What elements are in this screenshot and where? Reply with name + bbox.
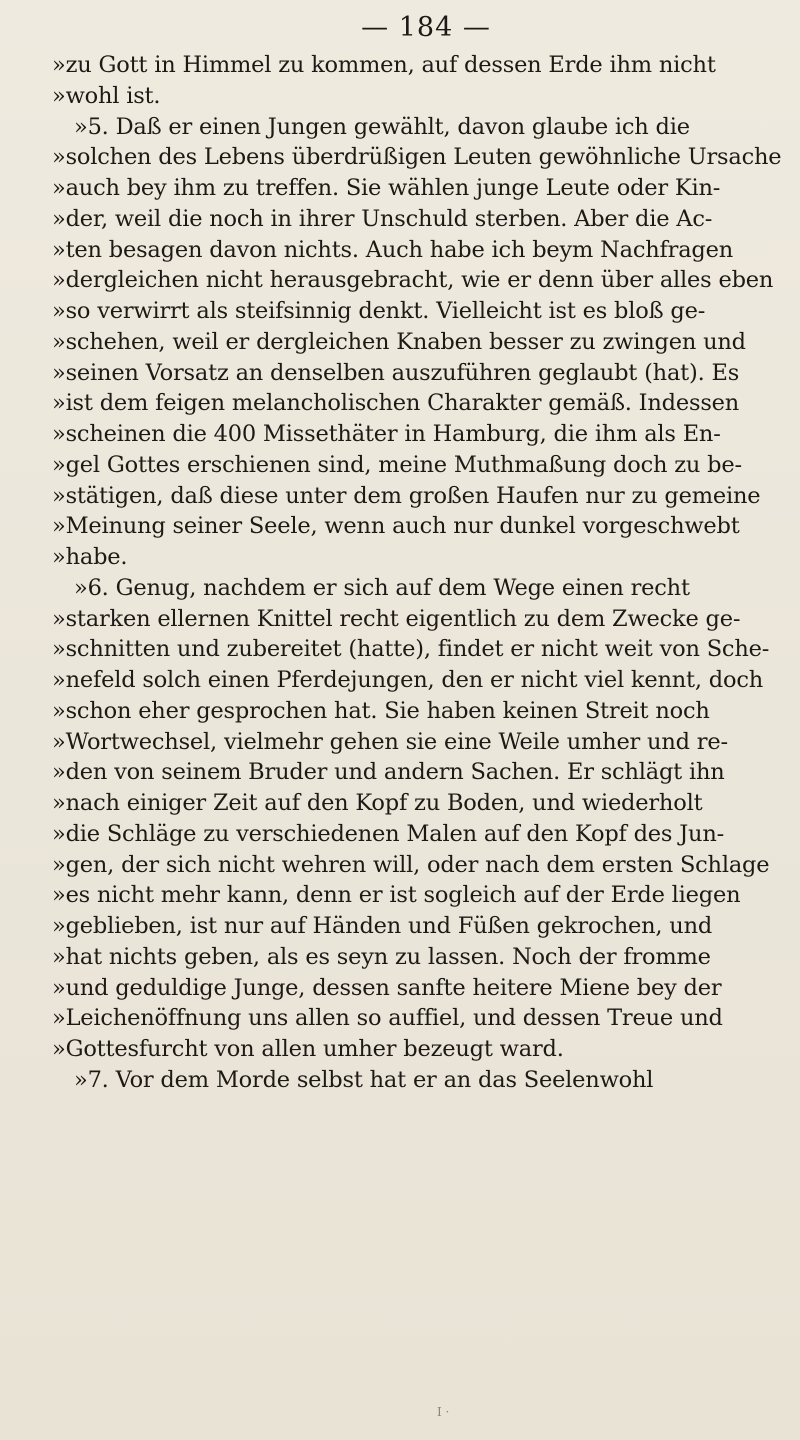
text-line: »scheinen die 400 Missethäter in Hamburg, die ihm als En- <box>52 421 721 447</box>
text-line: »habe. <box>52 544 128 570</box>
text-line: »nefeld solch einen Pferdejungen, den er nicht viel kennt, doch <box>52 667 764 693</box>
text-line: »6. Genug, nachdem er sich auf dem Wege einen recht <box>74 574 690 601</box>
text-line: »schehen, weil er dergleichen Knaben besser zu zwingen und <box>52 328 746 355</box>
text-line: »geblieben, ist nur auf Händen und Füßen gekrochen, und <box>52 913 713 939</box>
text-line: »ist dem feigen melancholischen Charakter gemäß. Indessen <box>52 390 740 417</box>
text-line: »Leichenöffnung uns allen so auffiel, und dessen Treue und <box>52 1005 723 1032</box>
page-number-header: — 184 — <box>361 12 491 43</box>
text-line: »es nicht mehr kann, denn er ist sogleich auf der Erde liegen <box>52 882 741 909</box>
text-line: »Meinung seiner Seele, wenn auch nur dunkel vorgeschwebt <box>52 513 740 540</box>
text-line: »5. Daß er einen Jungen gewählt, davon glaube ich die <box>74 113 690 140</box>
text-line: »Wortwechsel, vielmehr gehen sie eine Weile umher und re- <box>52 728 728 755</box>
text-line: »der, weil die noch in ihrer Unschuld sterben. Aber die Ac- <box>52 205 713 232</box>
text-line: »gen, der sich nicht wehren will, oder nach dem ersten Schlage <box>52 851 770 878</box>
text-line: »so verwirrt als steifsinnig denkt. Vielleicht ist es bloß ge- <box>52 298 706 324</box>
text-line: »solchen des Lebens überdrüßigen Leuten gewöhnliche Ursache <box>52 144 782 171</box>
text-line: »schon eher gesprochen hat. Sie haben keinen Streit noch <box>52 697 710 724</box>
text-line: »schnitten und zubereitet (hatte), findet er nicht weit von Sche- <box>52 636 770 663</box>
page-text <box>52 50 782 1096</box>
text-line: »ten besagen davon nichts. Auch habe ich beym Nachfragen <box>52 236 734 263</box>
text-line: »zu Gott in Himmel zu kommen, auf dessen Erde ihm nicht <box>52 52 716 78</box>
text-line: »nach einiger Zeit auf den Kopf zu Boden, und wiederholt <box>52 790 703 816</box>
text-line: »seinen Vorsatz an denselben auszuführen geglaubt (hat). Es <box>52 359 740 386</box>
text-line: »wohl ist. <box>52 82 161 109</box>
text-line: »und geduldige Junge, dessen sanfte heitere Miene bey der <box>52 974 722 1001</box>
text-line: »starken ellernen Knittel recht eigentlich zu dem Zwecke ge- <box>52 605 741 632</box>
text-line: »dergleichen nicht herausgebracht, wie er denn über alles eben <box>52 267 774 294</box>
text-line: »auch bey ihm zu treffen. Sie wählen junge Leute oder Kin- <box>52 175 721 201</box>
text-line: »die Schläge zu verschiedenen Malen auf den Kopf des Jun- <box>52 820 725 847</box>
footer-mark: I · <box>437 1405 450 1419</box>
text-line: »Gottesfurcht von allen umher bezeugt ward. <box>52 1036 564 1062</box>
text-line: »den von seinem Bruder und andern Sachen. Er schlägt ihn <box>52 759 725 786</box>
text-line: »gel Gottes erschienen sind, meine Muthmaßung doch zu be- <box>52 451 742 478</box>
text-line: »7. Vor dem Morde selbst hat er an das Seelenwohl <box>74 1066 654 1093</box>
text-line: »stätigen, daß diese unter dem großen Haufen nur zu gemeine <box>52 482 761 509</box>
text-line: »hat nichts geben, als es seyn zu lassen. Noch der fromme <box>52 943 711 970</box>
